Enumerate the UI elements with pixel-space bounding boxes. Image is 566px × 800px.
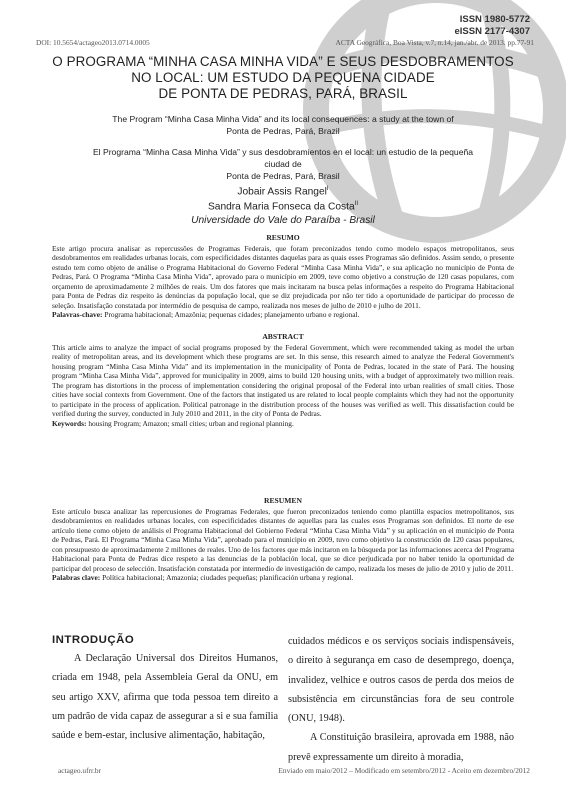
article-title: [30, 54, 536, 102]
keywords-text: housing Program; Amazon; small cities; urban and regional planning.: [86, 418, 294, 428]
resumen-body: Este artículo busca analizar las repercusiones de Programas Federales, que fueron preconizados teniendo como plantilla espacios metropolitanos, sus desdobramientos en realidades urbanas locales, con especificidades distantes de aquellas para las cuales esos Programas son definidos. El norte de ese artículo tiene como objeto de análisis el Programa Habitacional del Gobierno Federal “Minha Casa Minha Vida” y su aplicación en el municipio de Ponta de Pedras, Pará. El Programa “Minha Casa Minha Vida”, aprobado para el municipio en 2009, tuvo como objetivo la construcción de 120 casas populares, con presupuesto de aproximadamente 2 millones de reales. Uno de los factores que más incitaron en la búsqueda por las informaciones acerca del Programa Habitacional para Ponta de Pedras dice respeto a las denuncias de la población local, que se dice perjudicada por no haber tenido la oportunidad de participar del proceso de selección. Insatisfación constatada por intermedio de investigación de campo, realizada los meses de julio de 2010 y julio de 2011.: [52, 506, 514, 573]
resumen-keywords: [52, 573, 514, 583]
title-line: NO LOCAL: UM ESTUDO DA PEQUENA CIDADE: [131, 70, 435, 85]
running-header: [36, 38, 534, 47]
resumen-section: [52, 496, 514, 583]
keywords-label: Palavras-chave:: [52, 310, 103, 319]
abstract-heading: ABSTRACT: [262, 332, 304, 341]
body-column-right: [288, 632, 514, 767]
subtitle-line: The Program “Minha Casa Minha Vida” and its local consequences: a study at the town of: [112, 114, 454, 124]
keywords-label: Keywords:: [52, 418, 87, 428]
abstract-section: [52, 332, 514, 428]
subtitle-line: El Programa “Minha Casa Minha Vida” y sus desdobramientos en el local: un estudio de la pequeña ciudad de: [92, 147, 474, 169]
subtitle-line: Ponta de Pedras, Pará, Brasil: [226, 171, 340, 181]
author-name: Sandra Maria Fonseca da Costa: [207, 201, 355, 213]
authors-block: [0, 183, 566, 227]
keywords-label: Palabras clave:: [52, 573, 101, 582]
submission-dates: Enviado em maio/2012 – Modificado em setembro/2012 - Aceito em dezembro/2012: [278, 766, 530, 775]
abstract-keywords: [52, 419, 514, 429]
doi: DOI: 10.5654/actageo2013.0714.0005: [36, 38, 150, 47]
author-2: [0, 198, 566, 213]
title-line: DE PONTA DE PEDRAS, PARÁ, BRASIL: [158, 86, 408, 101]
body-paragraph: cuidados médicos e os serviços sociais indispensáveis, o direito à segurança em caso de desemprego, doença, invalidez, velhice e outros casos de perda dos meios de subsistência em circunstâncias fora de seu controle (ONU, 1948).: [288, 636, 514, 725]
issn: ISSN 1980-5772: [459, 14, 530, 25]
introduction-heading: INTRODUÇÃO: [52, 634, 135, 646]
resumen-heading: RESUMEN: [264, 496, 302, 505]
issn-block: [454, 14, 530, 38]
author-name: Jobair Assis Rangel: [237, 186, 327, 198]
body-column-left: [52, 632, 278, 745]
body-paragraph: A Declaração Universal dos Direitos Humanos, criada em 1948, pela Assembleia Geral da ONU, em seu artigo XXV, afirma que toda pessoa tem direito a um padrão de vida capaz de assegurar a si e sua família saúde e bem-estar, inclusive alimentação, habitação,: [52, 653, 278, 742]
english-title: [80, 113, 486, 137]
keywords-text: Política habitacional; Amazonia; ciudades pequeñas; planificación urbana y regional.: [100, 573, 354, 582]
affiliation: Universidade do Vale do Paraíba - Brasil: [191, 214, 375, 226]
author-footnote-mark: II: [354, 201, 358, 208]
resumo-section: [52, 233, 514, 320]
title-line: O PROGRAMA “MINHA CASA MINHA VIDA” E SEUS DESDOBRAMENTOS: [52, 54, 514, 69]
eissn: eISSN 2177-4307: [454, 26, 530, 37]
journal-site: actageo.ufrr.br: [58, 766, 102, 775]
body-paragraph: A Constituição brasileira, aprovada em 1988, não prevê expressamente um direito à moradia,: [288, 732, 514, 763]
author-footnote-mark: I: [326, 186, 329, 192]
author-1: [0, 183, 566, 198]
page-footer: [58, 766, 530, 775]
resumo-keywords: [52, 310, 514, 320]
resumo-heading: RESUMO: [266, 233, 300, 242]
resumo-body: Este artigo procura analisar as repercussões de Programas Federais, que foram preconizados tendo como modelo espaços metropolitanos, seus desdobramentos em realidades urbanas locais, com especificidades distantes daquelas para as quais esses Programas são definidos. Assim sendo, o presente estudo tem como objeto de análise o Programa Habitacional do Governo Federal “Minha Casa Minha Vida”, e sua aplicação no município de Ponta de Pedras, Pará. O Programa “Minha Casa Minha Vida”, aprovado para o município em 2009, teve como objetivo a construção de 120 casas populares, com orçamento de aproximadamente 2 milhões de reais. Um dos fatores que mais incitaram na busca pelas informações a respeito do Programa Habitacional para Ponta de Pedras diz respeito às denúncias da população local, que se diz prejudicada por não ter tido a oportunidade de participar do processo de seleção. Insatisfação constatada por intermédio de pesquisa de campo, realizada nos meses de julho de 2010 e julho de 2011.: [52, 243, 514, 310]
spanish-title: [80, 146, 486, 182]
journal-reference: ACTA Geográfica, Boa Vista, v.7, n.14, jan./abr. de 2013. pp.77-91: [335, 38, 534, 47]
abstract-body: This article aims to analyze the impact of social programs proposed by the Federal Government, which were recommended taking as model the urban reality of metropolitan areas, and its development which these programs are set. In this sense, this research aimed to analyze the Federal Government's housing program “Minha Casa Minha Vida” and its implementation in the municipality of Ponta de Pedras, located in the state of Pará. The housing program “Minha Casa Minha Vida”, approved for municipality in 2009, aims to build 120 housing units, with a budget of approximately two million reais. The program has distortions in the process of implementation considering the original proposal of the Federal into urban realities of small cities. Those cities have social contexts from Government. One of the factors that instigated us are related to local people complaints which they had not the opportunity to participate in the process of application. Political patronage in the distribution process of the houses was verified as well. This dissatisfaction could be verified during the survey, conducted in July 2010 and 2011, in the city of Ponta de Pedras.: [52, 342, 514, 418]
keywords-text: Programa habitacional; Amazônia; pequenas cidades; planejamento urbano e regional.: [102, 310, 360, 319]
subtitle-line: Ponta de Pedras, Pará, Brazil: [226, 126, 340, 136]
